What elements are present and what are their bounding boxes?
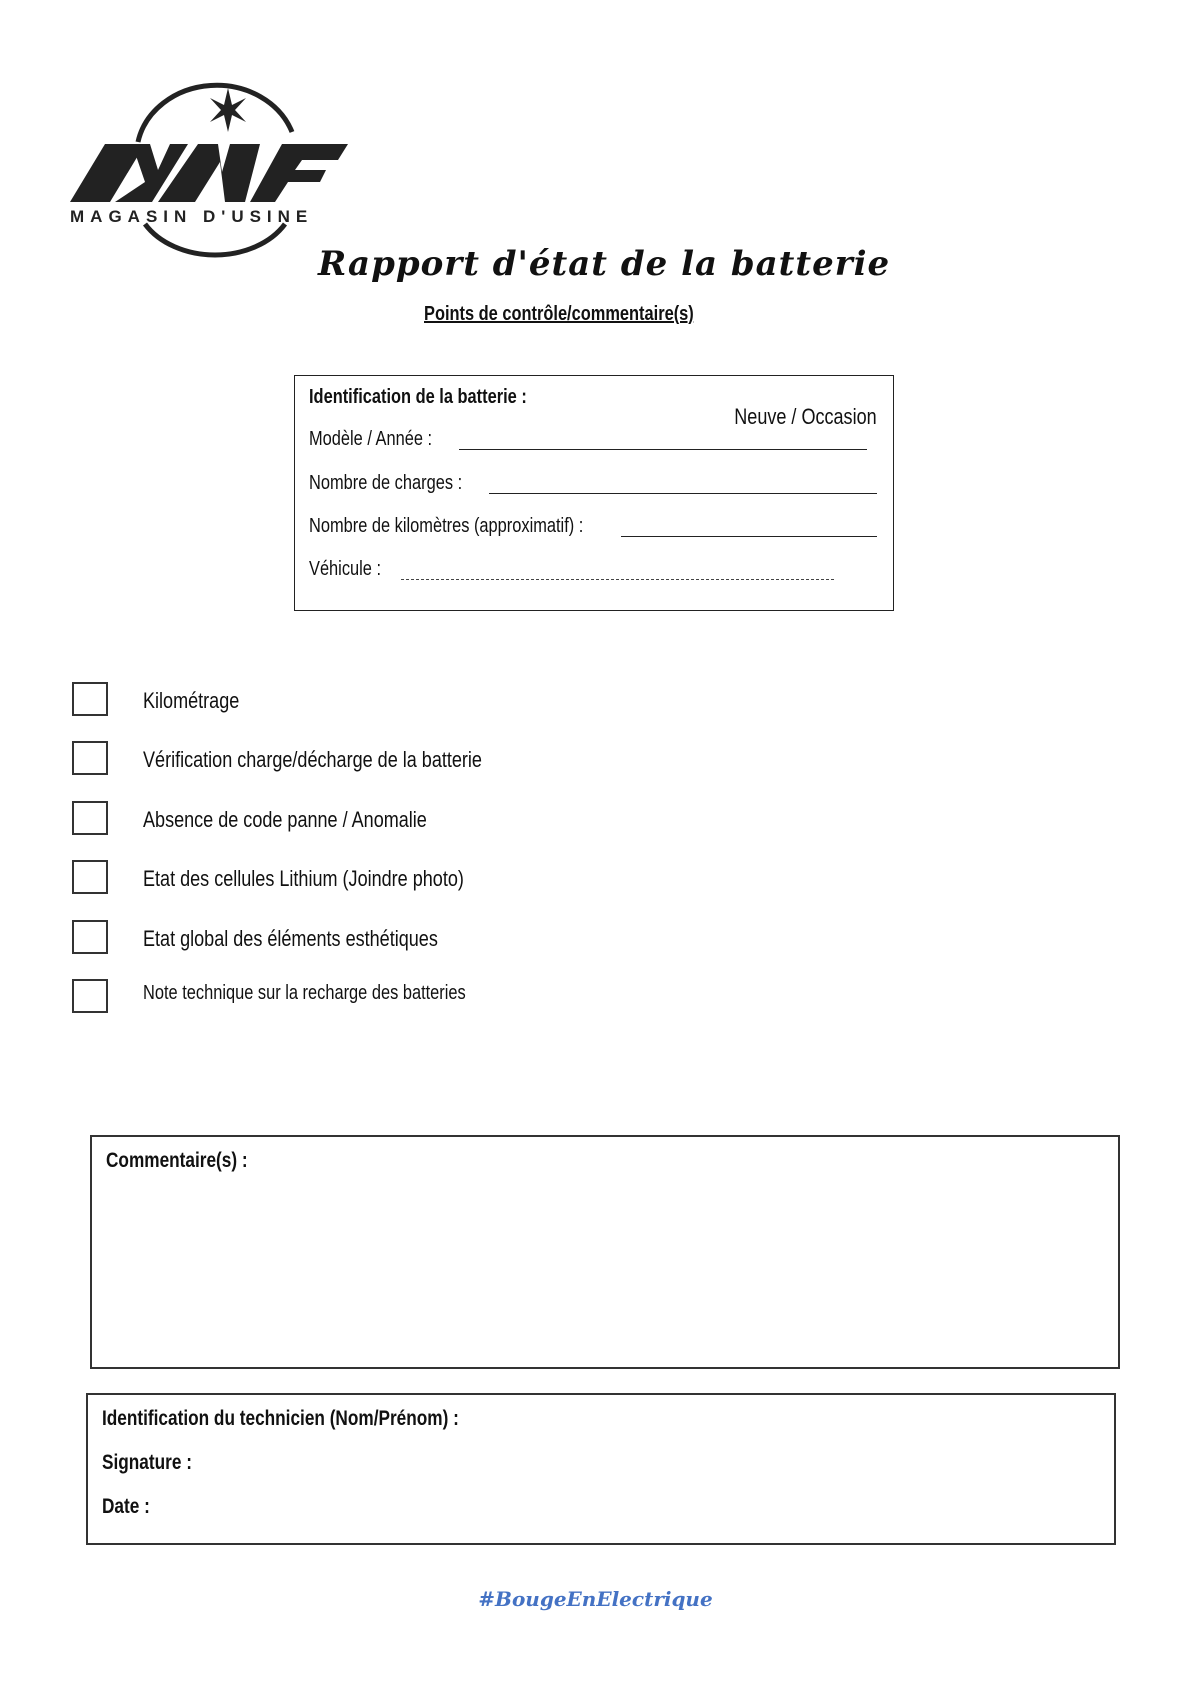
date-label: Date : (102, 1495, 150, 1518)
checkbox-aesthetics[interactable] (72, 920, 108, 954)
logo-subtitle: MAGASIN D'USINE (70, 207, 314, 226)
footer-hashtag: #BougeEnElectrique (478, 1587, 713, 1611)
checkbox-lithium-cells[interactable] (72, 860, 108, 894)
kilometers-label: Nombre de kilomètres (approximatif) : (309, 515, 584, 537)
signature-label: Signature : (102, 1451, 192, 1474)
imf-logo-graphic (70, 72, 360, 262)
battery-condition-option[interactable]: Neuve / Occasion (734, 404, 877, 429)
comments-label: Commentaire(s) : (106, 1149, 248, 1172)
imf-logo (70, 72, 360, 262)
checkbox-fault-code[interactable] (72, 801, 108, 835)
charge-count-label: Nombre de charges : (309, 472, 463, 494)
vehicle-input[interactable] (401, 579, 834, 580)
comments-box[interactable] (90, 1135, 1120, 1369)
checkbox-charging-note[interactable] (72, 979, 108, 1013)
checklist-label-charge-discharge: Vérification charge/décharge de la batterie (143, 747, 482, 772)
checklist-label-aesthetics: Etat global des éléments esthétiques (143, 926, 438, 951)
battery-identification-heading: Identification de la batterie : (309, 386, 527, 408)
kilometers-input[interactable] (621, 536, 877, 537)
checkbox-kilometrage[interactable] (72, 682, 108, 716)
model-year-field (309, 428, 459, 451)
technician-name-label: Identification du technicien (Nom/Prénom) : (102, 1407, 459, 1430)
model-year-label: Modèle / Année : (309, 428, 433, 450)
page-title: Rapport d'état de la batterie (318, 244, 891, 284)
model-year-input[interactable] (459, 449, 867, 450)
checklist-label-charging-note: Note technique sur la recharge des batteries (143, 982, 466, 1004)
kilometers-field (309, 515, 644, 538)
checkbox-charge-discharge[interactable] (72, 741, 108, 775)
checklist-label-fault-code: Absence de code panne / Anomalie (143, 807, 427, 832)
charge-count-input[interactable] (489, 493, 877, 494)
battery-identification-box (294, 375, 894, 611)
vehicle-label: Véhicule : (309, 558, 382, 580)
vehicle-field (309, 558, 397, 581)
checklist-label-lithium-cells: Etat des cellules Lithium (Joindre photo) (143, 866, 464, 891)
charge-count-field (309, 472, 496, 495)
technician-box (86, 1393, 1116, 1545)
star-icon (210, 88, 246, 132)
page-subtitle: Points de contrôle/commentaire(s) (424, 303, 694, 325)
checklist-label-kilometrage: Kilométrage (143, 688, 240, 713)
